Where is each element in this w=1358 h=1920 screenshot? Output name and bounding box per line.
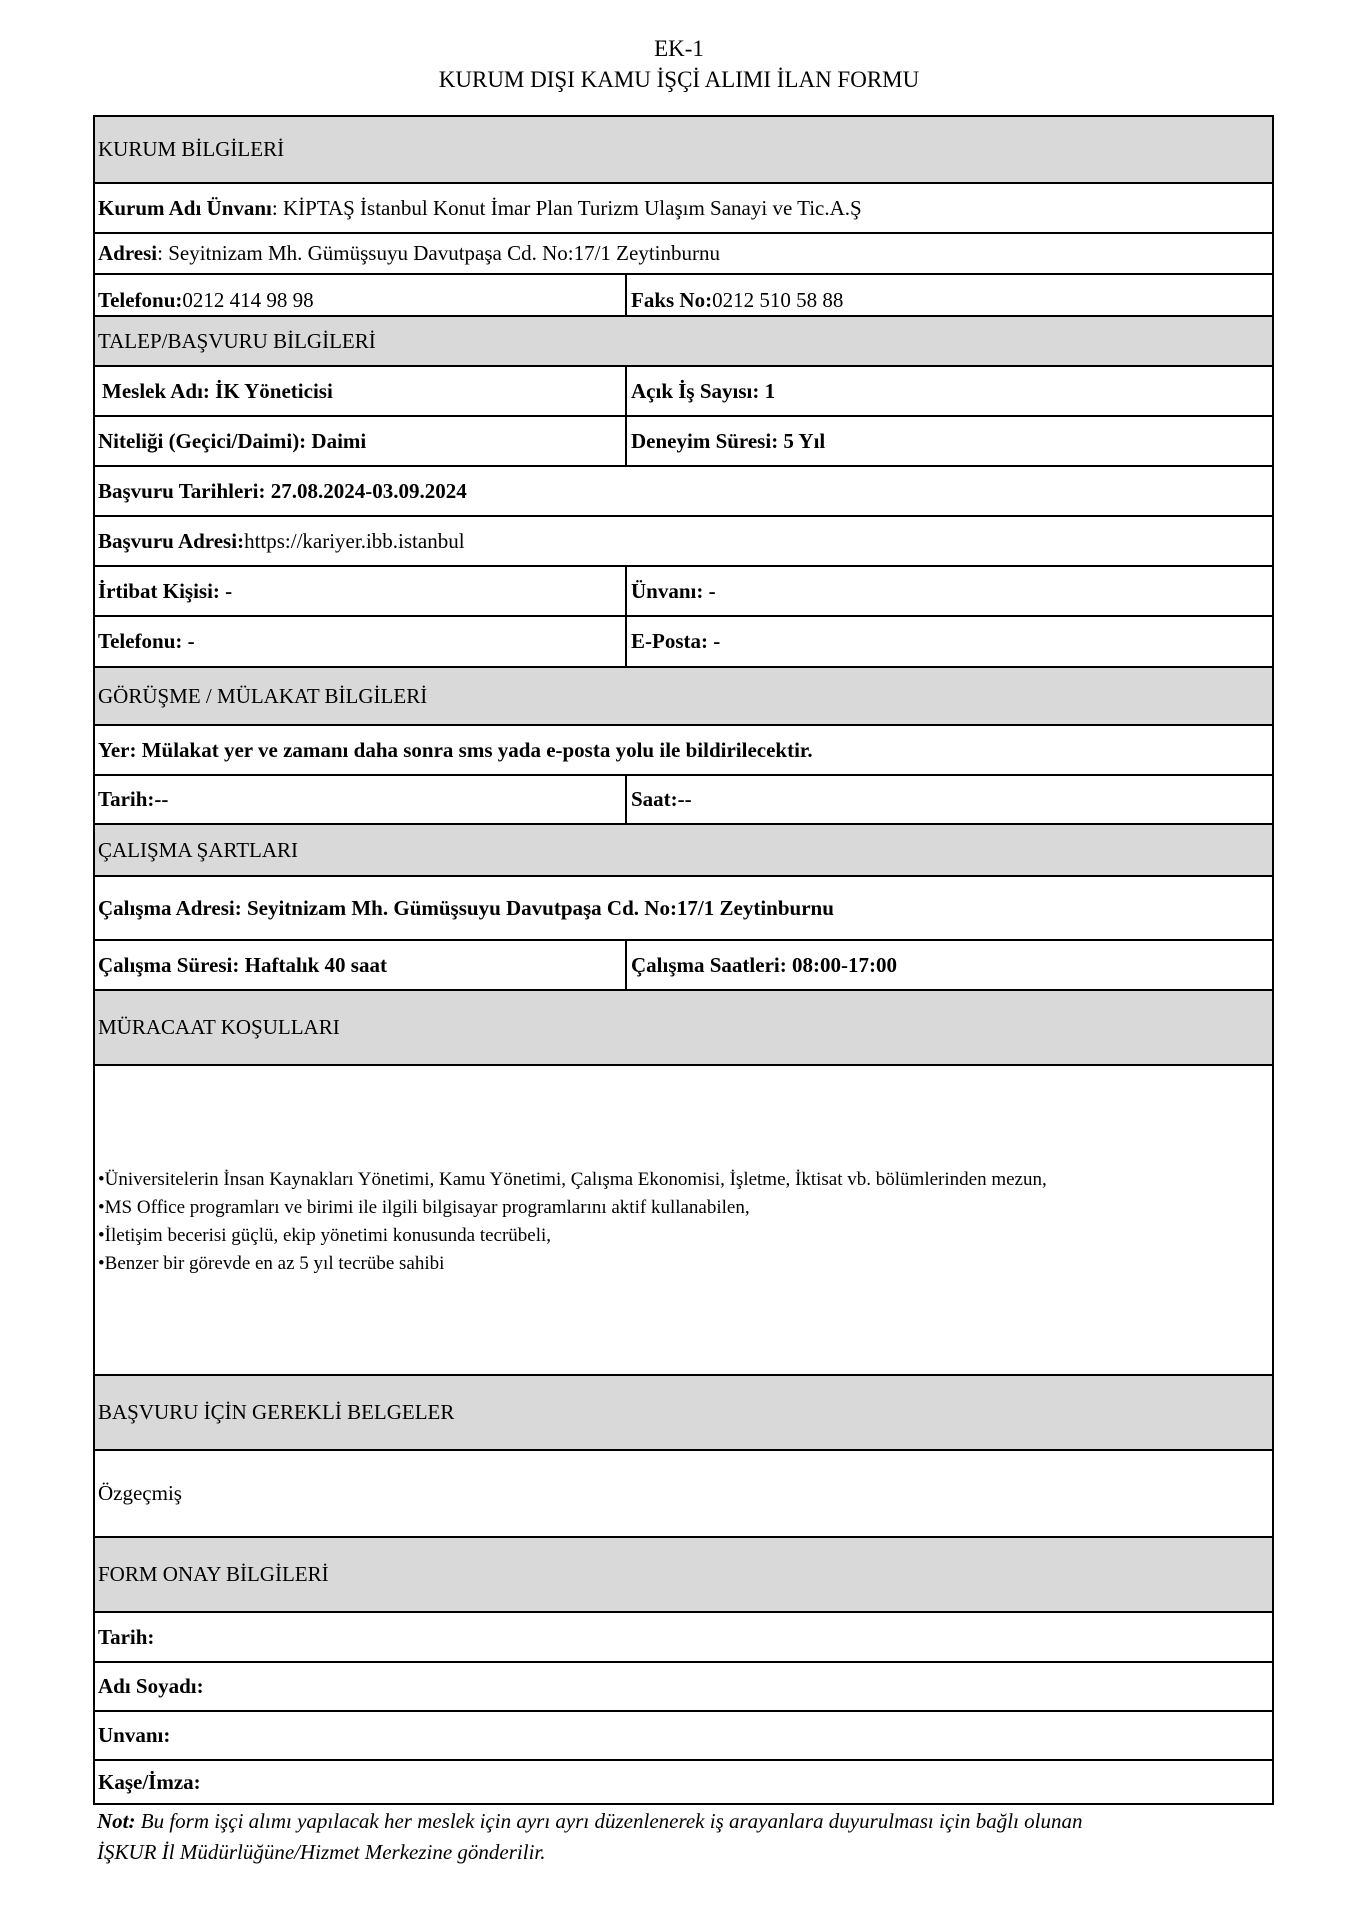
field-acik-is: Açık İş Sayısı: 1: [631, 378, 776, 403]
footnote: [97, 1806, 1083, 1868]
footnote-label: Not:: [97, 1809, 136, 1833]
section-kurum: [95, 117, 1272, 184]
section-gorusme: [95, 668, 1272, 726]
field-value: : -: [175, 629, 195, 653]
list-item: •Benzer bir görevde en az 5 yıl tecrübe sahibi: [98, 1253, 445, 1274]
field-label: Telefonu: [98, 629, 176, 653]
field-saat: Saat:--: [631, 787, 692, 811]
list-item: •İletişim becerisi güçlü, ekip yönetimi konusunda tecrübeli,: [98, 1225, 552, 1246]
row-nitelik: [95, 417, 1272, 467]
row-calisma-adresi: [95, 877, 1272, 941]
field-meslek: Meslek Adı: İK Yöneticisi: [95, 367, 627, 415]
row-onay-kase: [95, 1761, 1272, 1803]
field-basvuru-tarihleri: Başvuru Tarihleri: 27.08.2024-03.09.2024: [98, 478, 467, 503]
field-label: Telefonu:: [98, 288, 183, 312]
row-meslek: [95, 367, 1272, 417]
row-tarih-saat: [95, 776, 1272, 825]
field-value: 0212 510 58 88: [712, 288, 844, 312]
field-nitelik: Niteliği (Geçici/Daimi): Daimi: [95, 417, 627, 465]
footnote-text: Bu form işçi alımı yapılacak her meslek için ayrı ayrı düzenlenerek iş arayanlara duyurulması için bağlı olunan: [135, 1809, 1083, 1833]
field-calisma-adresi: Çalışma Adresi: Seyitnizam Mh. Gümüşsuyu Davutpaşa Cd. No:17/1 Zeytinburnu: [98, 895, 834, 920]
row-onay-unvan: [95, 1712, 1272, 1761]
section-title: ÇALIŞMA ŞARTLARI: [98, 837, 299, 862]
row-kurum-adi: [95, 184, 1272, 234]
field-calisma-suresi: Çalışma Süresi: Haftalık 40 saat: [95, 941, 627, 989]
conditions-list: [98, 1166, 1047, 1278]
row-onay-adi: [95, 1663, 1272, 1712]
row-onay-tarih: [95, 1613, 1272, 1663]
list-item: •MS Office programları ve birimi ile ilgili bilgisayar programlarını aktif kullanabilen,: [98, 1197, 750, 1218]
list-item: •Üniversitelerin İnsan Kaynakları Yönetimi, Kamu Yönetimi, Çalışma Ekonomisi, İşletme, İktisat vb. bölümlerinden mezun,: [98, 1169, 1047, 1190]
row-calisma-sure: [95, 941, 1272, 991]
field-value: : -: [696, 578, 716, 603]
field-value: : Seyitnizam Mh. Gümüşsuyu Davutpaşa Cd. No:17/1 Zeytinburnu: [157, 241, 720, 265]
row-telefon-faks: [95, 275, 1272, 317]
field-irtibat: İrtibat Kişisi: -: [95, 567, 627, 615]
document-annex-label: EK-1: [654, 36, 704, 61]
section-title: GÖRÜŞME / MÜLAKAT BİLGİLERİ: [98, 683, 428, 708]
field-unvani: Unvanı:: [98, 1723, 171, 1747]
section-muracaat: [95, 991, 1272, 1066]
section-title: FORM ONAY BİLGİLERİ: [98, 1562, 329, 1586]
row-irtibat: [95, 567, 1272, 617]
row-belgeler: [95, 1451, 1272, 1538]
row-iletisim: [95, 617, 1272, 668]
section-title: KURUM BİLGİLERİ: [98, 137, 285, 161]
field-value: : KİPTAŞ İstanbul Konut İmar Plan Turizm Ulaşım Sanayi ve Tic.A.Ş: [271, 195, 862, 220]
field-belgeler: Özgeçmiş: [98, 1481, 182, 1505]
document-title: KURUM DIŞI KAMU İŞÇİ ALIMI İLAN FORMU: [438, 67, 920, 92]
announcement-form: [93, 115, 1274, 1805]
field-eposta: E-Posta: -: [631, 629, 721, 653]
section-title: TALEP/BAŞVURU BİLGİLERİ: [98, 328, 376, 353]
section-title: BAŞVURU İÇİN GEREKLİ BELGELER: [98, 1400, 455, 1424]
row-yer: [95, 726, 1272, 776]
field-label: Adresi: [98, 241, 158, 265]
section-belgeler: [95, 1376, 1272, 1451]
field-label: Ünvanı: [631, 578, 697, 603]
row-muracaat-kosullari: [95, 1066, 1272, 1376]
section-calisma: [95, 825, 1272, 877]
application-url: https://kariyer.ibb.istanbul: [244, 528, 465, 553]
section-onay: [95, 1538, 1272, 1613]
field-label: Başvuru Adresi:: [98, 528, 245, 553]
field-value: 0212 414 98 98: [182, 288, 314, 312]
field-tarih: Tarih:--: [95, 776, 627, 823]
row-adres: [95, 234, 1272, 275]
field-label: Kurum Adı Ünvanı: [98, 195, 272, 220]
row-basvuru-tarihleri: [95, 467, 1272, 517]
field-kase-imza: Kaşe/İmza:: [98, 1769, 201, 1794]
section-talep: [95, 317, 1272, 367]
footnote-text: İŞKUR İl Müdürlüğüne/Hizmet Merkezine gönderilir.: [97, 1840, 546, 1864]
field-label: Faks No:: [631, 288, 713, 312]
section-title: MÜRACAAT KOŞULLARI: [98, 1015, 340, 1039]
field-adi-soyadi: Adı Soyadı:: [98, 1674, 204, 1698]
field-deneyim: Deneyim Süresi: 5 Yıl: [631, 428, 826, 453]
field-yer: Yer: Mülakat yer ve zamanı daha sonra sms yada e-posta yolu ile bildirilecektir.: [98, 737, 813, 762]
field-onay-tarih: Tarih:: [98, 1624, 155, 1649]
row-basvuru-adresi: [95, 517, 1272, 567]
field-calisma-saatleri: Çalışma Saatleri: 08:00-17:00: [631, 952, 897, 977]
